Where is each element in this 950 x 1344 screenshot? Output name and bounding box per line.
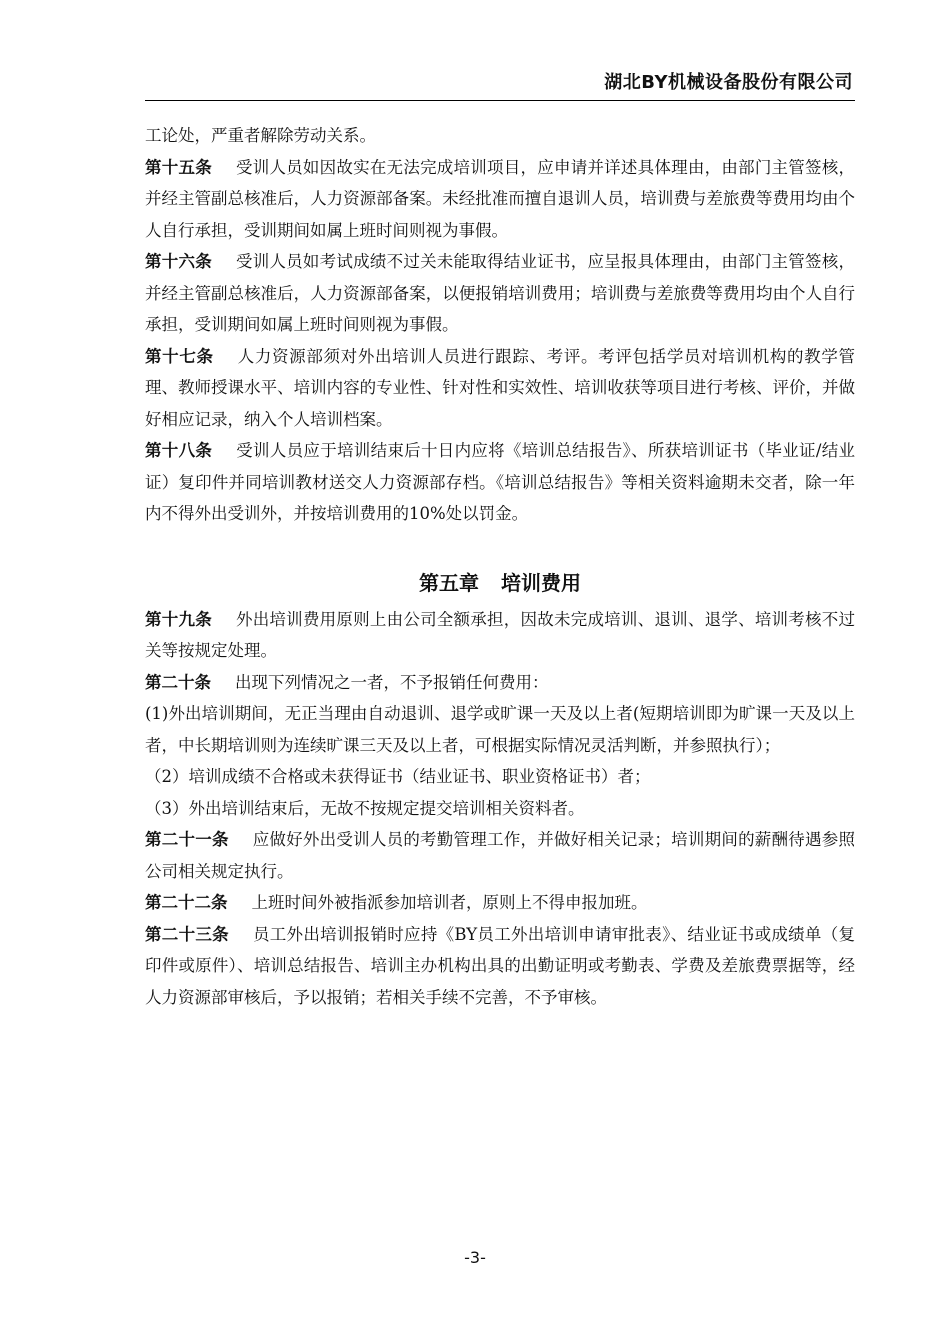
article-20 xyxy=(145,667,855,699)
article-text: 出现下列情况之一者，不予报销任何费用： xyxy=(235,672,549,692)
article-15 xyxy=(145,152,855,247)
condition-item: （3）外出培训结束后，无故不按规定提交培训相关资料者。 xyxy=(145,798,585,818)
condition-item: (1)外出培训期间，无正当理由自动退训、退学或旷课一天及以上者(短期培训即为旷课一天及以上者，中长期培训则为连续旷课三天及以上者，可根据实际情况灵活判断，并参照执行）； xyxy=(145,704,855,755)
document-body xyxy=(145,120,855,1013)
page-number: -3- xyxy=(464,1248,486,1267)
article-text: 外出培训费用原则上由公司全额承担，因故未完成培训、退训、退学、培训考核不过关等按规定处理。 xyxy=(145,609,856,660)
article-number: 第十九条 xyxy=(145,609,212,629)
article-number: 第十八条 xyxy=(145,441,213,460)
article-number: 第二十条 xyxy=(145,672,211,692)
condition-item: （2）培训成绩不合格或未获得证书（结业证书、职业资格证书）者； xyxy=(145,767,651,786)
article-number: 第二十二条 xyxy=(145,893,228,912)
article-23 xyxy=(145,919,855,1014)
article-18 xyxy=(145,435,855,530)
article-text: 受训人员应于培训结束后十日内应将《培训总结报告》、所获培训证书（毕业证/结业证）复印件并同培训教材送交人力资源部存档。《培训总结报告》等相关资料逾期未交者，除一年内不得外出受训外，并按培训费用的10%处以罚金。 xyxy=(145,441,856,523)
chapter-heading xyxy=(145,568,855,598)
article-number: 第二十一条 xyxy=(145,830,229,849)
article-22 xyxy=(145,887,855,919)
page-header xyxy=(145,60,855,101)
article-number: 第二十三条 xyxy=(145,924,229,944)
article-text: 受训人员如考试成绩不过关未能取得结业证书，应呈报具体理由，由部门主管签核，并经主管副总核准后，人力资源部备案，以便报销培训费用；培训费与差旅费等费用均由个人自行承担，受训期间如属上班时间则视为事假。 xyxy=(145,252,856,334)
article-number: 第十五条 xyxy=(145,157,212,177)
article-text: 人力资源部须对外出培训人员进行跟踪、考评。考评包括学员对培训机构的教学管理、教师授课水平、培训内容的专业性、针对性和实效性、培训收获等项目进行考核、评价，并做好相应记录，纳入个人培训档案。 xyxy=(145,346,856,429)
article-text: 上班时间外被指派参加培训者，原则上不得申报加班。 xyxy=(251,893,648,912)
article-number: 第十七条 xyxy=(145,346,214,366)
article-number: 第十六条 xyxy=(145,252,212,271)
company-name: 湖北BY机械设备股份有限公司 xyxy=(604,72,853,93)
article-21 xyxy=(145,824,855,887)
continuation-text: 工论处，严重者解除劳动关系。 xyxy=(145,126,376,145)
article-16 xyxy=(145,246,855,341)
chapter-number: 第五章 xyxy=(419,570,479,595)
article-text: 员工外出培训报销时应持《BY员工外出培训申请审批表》、结业证书或成绩单（复印件或原件）、培训总结报告、培训主办机构出具的出勤证明或考勤表、学费及差旅费票据等，经人力资源部审核后，予以报销；若相关手续不完善，不予审核。 xyxy=(145,924,856,1007)
article-text: 受训人员如因故实在无法完成培训项目，应申请并详述具体理由，由部门主管签核，并经主管副总核准后，人力资源部备案。未经批准而擅自退训人员，培训费与差旅费等费用均由个人自行承担，受训期间如属上班时间则视为事假。 xyxy=(145,157,856,240)
article-text: 应做好外出受训人员的考勤管理工作，并做好相关记录；培训期间的薪酬待遇参照公司相关规定执行。 xyxy=(145,830,856,881)
chapter-title: 培训费用 xyxy=(501,570,581,595)
article-17 xyxy=(145,341,855,436)
article-19 xyxy=(145,604,855,667)
